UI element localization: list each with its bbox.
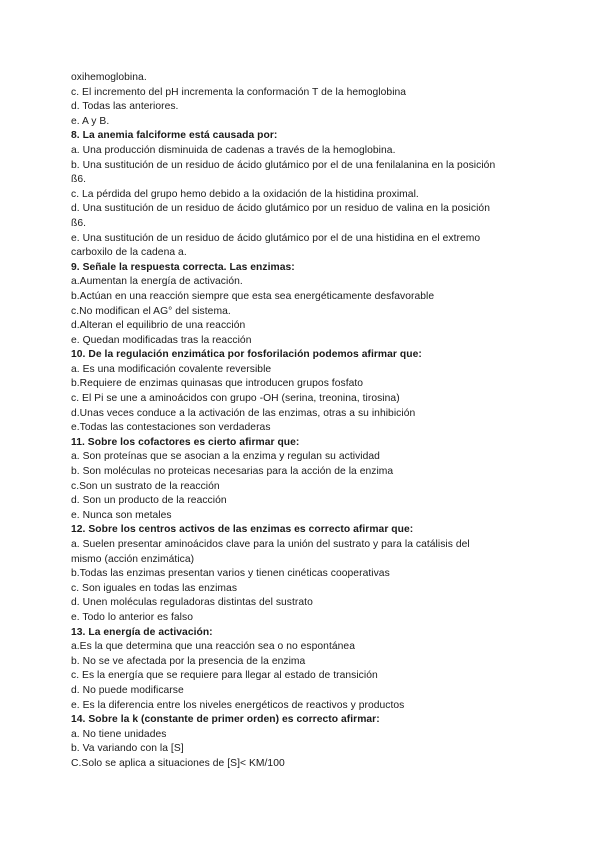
text-line: c. El Pi se une a aminoácidos con grupo -OH (serina, treonina, tirosina) [71, 393, 400, 405]
text-line: a. Son proteínas que se asocian a la enzima y regulan su actividad [71, 451, 380, 463]
text-line: d. Unen moléculas reguladoras distintas del sustrato [71, 597, 313, 609]
text-line: e. Una sustitución de un residuo de ácido glutámico por el de una histidina en el extremo [71, 232, 481, 244]
text-line: a. Suelen presentar aminoácidos clave para la unión del sustrato y para la catálisis del [71, 539, 470, 550]
text-line: b.Todas las enzimas presentan varios y tienen cinéticas cooperativas [71, 568, 390, 580]
text-line: a. Una producción disminuida de cadenas a través de la hemoglobina. [71, 144, 396, 156]
text-line: e. Nunca son metales [71, 509, 172, 521]
document-page [71, 71, 531, 772]
question-heading: 12. Sobre los centros activos de las enzimas es correcto afirmar que: [71, 524, 414, 536]
text-line: c. El incremento del pH incrementa la conformación T de la hemoglobina [71, 86, 407, 98]
text-line: a.Aumentan la energía de activación. [71, 276, 243, 288]
text-line: a.Es la que determina que una reacción sea o no espontánea [71, 641, 355, 653]
text-line: c. La pérdida del grupo hemo debido a la oxidación de la histidina proximal. [71, 188, 419, 200]
text-line: d. Todas las anteriores. [71, 101, 179, 113]
text-line: c. Es la energía que se requiere para llegar al estado de transición [71, 670, 378, 682]
text-line: b. Una sustitución de un residuo de ácido glutámico por el de una fenilalanina en la posición [71, 159, 496, 171]
text-line: b.Requiere de enzimas quinasas que introducen grupos fosfato [71, 378, 364, 390]
text-line: a. Es una modificación covalente reversible [71, 363, 272, 375]
question-heading: 8. La anemia falciforme está causada por: [71, 130, 278, 142]
question-heading: 9. Señale la respuesta correcta. Las enzimas: [71, 261, 295, 273]
text-line: e. Quedan modificadas tras la reacción [71, 334, 252, 346]
question-heading: 14. Sobre la k (constante de primer orden) es correcto afirmar: [71, 714, 380, 726]
text-line: b. No se ve afectada por la presencia de la enzima [71, 655, 306, 667]
text-line: C.Solo se aplica a situaciones de [S]< KM/100 [71, 757, 285, 769]
text-line: d.Unas veces conduce a la activación de las enzimas, otras a su inhibición [71, 407, 416, 419]
text-line: oxihemoglobina. [71, 72, 147, 83]
text-line: b. Va variando con la [S] [71, 743, 184, 755]
text-line: e.Todas las contestaciones son verdaderas [71, 422, 271, 434]
text-line: b. Son moléculas no proteicas necesarias para la acción de la enzima [71, 466, 394, 478]
text-line: c.No modifican el AG° del sistema. [71, 305, 231, 317]
question-heading: 13. La energía de activación: [71, 626, 213, 638]
text-line: b.Actúan en una reacción siempre que esta sea energéticamente desfavorable [71, 290, 435, 302]
text-line: d. Son un producto de la reacción [71, 495, 227, 507]
text-line: ß6. [71, 174, 87, 186]
text-line: d. No puede modificarse [71, 684, 184, 696]
question-heading: 11. Sobre los cofactores es cierto afirmar que: [71, 436, 300, 448]
text-line: carboxilo de la cadena a. [71, 247, 187, 259]
text-line: c. Son iguales en todas las enzimas [71, 582, 238, 594]
text-line: e. Todo lo anterior es falso [71, 611, 193, 623]
text-line: ß6. [71, 217, 87, 229]
text-line: mismo (acción enzimática) [71, 553, 195, 565]
question-heading: 10. De la regulación enzimática por fosforilación podemos afirmar que: [71, 349, 422, 361]
text-line: d. Una sustitución de un residuo de ácido glutámico por un residuo de valina en la posición [71, 203, 490, 215]
text-line: a. No tiene unidades [71, 728, 167, 740]
text-line: e. Es la diferencia entre los niveles energéticos de reactivos y productos [71, 699, 405, 711]
text-line: c.Son un sustrato de la reacción [71, 480, 220, 492]
text-line: e. A y B. [71, 115, 110, 127]
text-line: d.Alteran el equilibrio de una reacción [71, 320, 246, 332]
